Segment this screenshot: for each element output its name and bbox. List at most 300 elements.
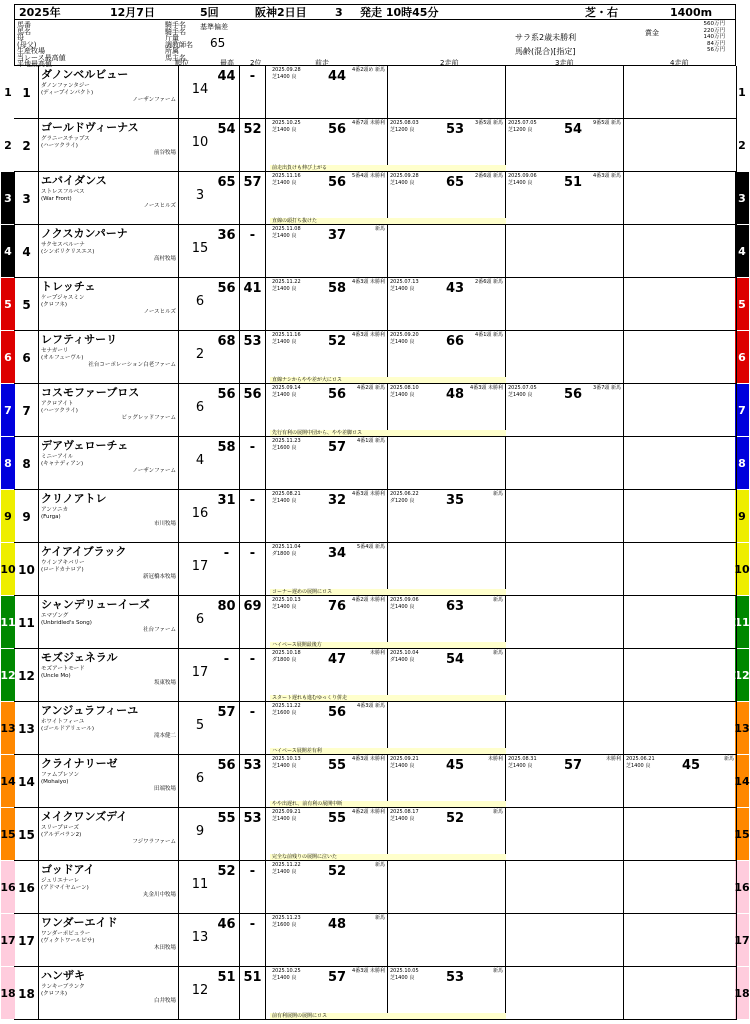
race-cell[interactable] bbox=[624, 914, 737, 967]
dam-sire: (Uncle Mo) bbox=[41, 673, 71, 679]
course-type: 芝・右 bbox=[585, 6, 618, 19]
horse-row bbox=[4, 437, 746, 490]
race-cell[interactable] bbox=[388, 914, 506, 967]
index-best bbox=[214, 490, 240, 543]
gate-left: 1 bbox=[1, 66, 15, 118]
race-index: 56 bbox=[328, 122, 347, 137]
race-index: 53 bbox=[446, 122, 465, 137]
index-second-value: 41 bbox=[243, 281, 262, 296]
info-left-labels bbox=[17, 22, 66, 68]
race-index: 76 bbox=[328, 599, 347, 614]
race-cond: 芝1400 良 bbox=[272, 338, 297, 345]
gate-right: 15 bbox=[735, 808, 749, 860]
race-cond: 芝1400 良 bbox=[272, 868, 297, 875]
race-cell[interactable] bbox=[624, 437, 737, 490]
race-cell[interactable] bbox=[506, 808, 624, 861]
race-memo: 先行有利の展開中団から、やや差脚ロス bbox=[270, 430, 506, 436]
race-index: 66 bbox=[446, 334, 465, 349]
race-index: 43 bbox=[446, 281, 465, 296]
gate-right: 13 bbox=[735, 702, 749, 754]
farm-name: 市川牧場 bbox=[153, 521, 176, 527]
rank-number: 5 bbox=[195, 718, 205, 733]
gate-right: 7 bbox=[735, 384, 749, 436]
col-a-label: 基準偏差 bbox=[200, 23, 228, 31]
race-cell[interactable] bbox=[506, 225, 624, 278]
horse-info[interactable] bbox=[39, 66, 179, 119]
index-best bbox=[214, 119, 240, 172]
gate-right: 2 bbox=[735, 119, 749, 171]
race-cell[interactable] bbox=[506, 755, 624, 808]
info-mid-label: 馬主名 bbox=[165, 53, 186, 62]
race-note: 2番6頭 新馬 bbox=[475, 279, 503, 285]
index-second bbox=[240, 278, 266, 331]
index-second-value: 51 bbox=[243, 970, 262, 985]
race-cell[interactable] bbox=[506, 649, 624, 702]
race-note: 5番4頭 未勝利 bbox=[352, 173, 385, 179]
race-cell[interactable] bbox=[270, 861, 388, 914]
gate-left: 3 bbox=[1, 172, 15, 224]
race-cell[interactable] bbox=[624, 967, 737, 1020]
race-note: 新馬 bbox=[374, 862, 385, 868]
race-cond: 芝1400 良 bbox=[272, 126, 297, 133]
race-index: 57 bbox=[564, 758, 583, 773]
index-second-value: - bbox=[249, 228, 256, 243]
race-cell[interactable] bbox=[624, 755, 737, 808]
horse-name[interactable]: レフティサーリ bbox=[41, 333, 118, 346]
farm-name: 白井牧場 bbox=[153, 998, 176, 1004]
horse-number: 2 bbox=[15, 119, 39, 172]
race-cell[interactable] bbox=[506, 596, 624, 649]
horse-row bbox=[0, 914, 750, 967]
race-note: 4番2頭 未勝利 bbox=[352, 809, 385, 815]
col-d-label: 最高 bbox=[220, 59, 234, 67]
dam-sire: (Mohaiyo) bbox=[41, 779, 69, 785]
race-cell[interactable] bbox=[624, 596, 737, 649]
horse-name[interactable]: ノクスカンパーナ bbox=[41, 227, 128, 240]
race-cell[interactable] bbox=[506, 437, 624, 490]
race-cell[interactable] bbox=[624, 702, 737, 755]
race-date: 2025.11.23 bbox=[272, 915, 301, 921]
rank-number: 2 bbox=[195, 347, 205, 362]
index-best bbox=[214, 967, 240, 1020]
index-best-value: 52 bbox=[217, 864, 236, 879]
horse-name[interactable]: コスモファーブロス bbox=[41, 386, 140, 399]
race-cell[interactable] bbox=[270, 437, 388, 490]
race-cell[interactable] bbox=[624, 331, 737, 384]
race-note: 未勝利 bbox=[605, 756, 621, 762]
race-date: 2025.11.16 bbox=[272, 173, 301, 179]
race-date: 2025.06.21 bbox=[626, 756, 655, 762]
horse-name[interactable]: ハンザキ bbox=[41, 969, 85, 982]
index-second-value: 53 bbox=[243, 758, 262, 773]
race-memo: 直線ナシからやや差が大にロス bbox=[270, 377, 506, 383]
race-index: 58 bbox=[328, 281, 347, 296]
race-index: 48 bbox=[446, 387, 465, 402]
race-index: 37 bbox=[328, 228, 347, 243]
race-cell[interactable] bbox=[388, 278, 506, 331]
race-note: 2番6頭 新馬 bbox=[475, 173, 503, 179]
dam-sire: (ハーツクライ) bbox=[41, 143, 78, 149]
dam-name: ウインアキバリー bbox=[41, 560, 85, 566]
horse-name[interactable]: アンジュラフィーユ bbox=[41, 704, 139, 717]
race-note: 新馬 bbox=[492, 968, 503, 974]
race-index: 57 bbox=[328, 970, 347, 985]
index-second-value: - bbox=[249, 69, 256, 84]
race-date: 2025.11.04 bbox=[272, 544, 301, 550]
horse-info[interactable] bbox=[39, 967, 179, 1020]
race-cond: 芝1400 良 bbox=[390, 391, 415, 398]
horse-info[interactable] bbox=[39, 543, 179, 596]
race-date: 2025.07.05 bbox=[508, 385, 537, 391]
race-cond: ダ1200 良 bbox=[390, 497, 415, 504]
race-date: 2025.09.06 bbox=[390, 597, 419, 603]
horse-number: 13 bbox=[15, 702, 39, 755]
dam-name: サクセスベルーナ bbox=[41, 242, 85, 248]
race-cell[interactable] bbox=[624, 278, 737, 331]
race-date: 2025.11.22 bbox=[272, 279, 301, 285]
farm-name: ノーザンファーム bbox=[132, 97, 176, 103]
race-col-1: 前走 bbox=[315, 59, 329, 67]
dam-sire: (Unbridled's Song) bbox=[41, 620, 92, 626]
race-cell[interactable] bbox=[506, 119, 624, 172]
index-best bbox=[214, 384, 240, 437]
horse-info[interactable] bbox=[39, 331, 179, 384]
horse-name[interactable]: クライナリーゼ bbox=[41, 757, 118, 770]
race-memo: 前走出負けも伸び上がる bbox=[270, 165, 506, 171]
race-cell[interactable] bbox=[388, 490, 506, 543]
race-note: 新馬 bbox=[723, 756, 734, 762]
race-date: 2025.09.20 bbox=[390, 332, 419, 338]
horse-info[interactable] bbox=[39, 490, 179, 543]
index-best bbox=[214, 702, 240, 755]
dam-name: グラニースチップス bbox=[41, 136, 90, 142]
info-mid-label: 調教師名 bbox=[165, 40, 193, 49]
horse-number: 3 bbox=[15, 172, 39, 225]
race-cell[interactable] bbox=[506, 490, 624, 543]
horse-row bbox=[4, 225, 746, 278]
info-mid-label: 所属 bbox=[165, 47, 179, 55]
race-cell[interactable] bbox=[270, 490, 388, 543]
race-date: 2025.10.04 bbox=[390, 650, 419, 656]
race-note: 5番4頭 新馬 bbox=[357, 544, 385, 550]
race-index: 54 bbox=[564, 122, 583, 137]
race-cell[interactable] bbox=[624, 808, 737, 861]
dam-sire: (ハーツクライ) bbox=[41, 408, 78, 414]
race-cell[interactable] bbox=[624, 384, 737, 437]
race-cell[interactable] bbox=[624, 66, 737, 119]
race-cell[interactable] bbox=[624, 490, 737, 543]
race-memo: スタート遅れも進むゆっくり併走 bbox=[270, 695, 506, 701]
race-index: 32 bbox=[328, 493, 347, 508]
prize-label: 賞金 bbox=[645, 29, 659, 37]
gate-right: 4 bbox=[735, 225, 749, 277]
horse-info[interactable] bbox=[39, 384, 179, 437]
index-best-value: 56 bbox=[217, 281, 236, 296]
index-best bbox=[214, 437, 240, 490]
race-note: 4番2頭め 新馬 bbox=[352, 67, 385, 73]
horse-number: 12 bbox=[15, 649, 39, 702]
rank-number: 12 bbox=[191, 983, 209, 998]
index-second bbox=[240, 384, 266, 437]
farm-name: 坂東牧場 bbox=[153, 680, 176, 686]
race-cell[interactable] bbox=[506, 861, 624, 914]
race-cond: 芝1600 良 bbox=[272, 921, 297, 928]
gate-left: 5 bbox=[1, 278, 15, 330]
rank-number: 4 bbox=[195, 453, 205, 468]
horse-row bbox=[0, 596, 750, 649]
race-cond: 芝1400 良 bbox=[508, 391, 533, 398]
race-date: 2025.11.22 bbox=[272, 862, 301, 868]
race-index: 45 bbox=[446, 758, 465, 773]
rank-number: 17 bbox=[191, 559, 209, 574]
index-second bbox=[240, 331, 266, 384]
index-second bbox=[240, 861, 266, 914]
horse-info[interactable] bbox=[39, 755, 179, 808]
index-second-value: - bbox=[249, 440, 256, 455]
race-cell[interactable] bbox=[624, 649, 737, 702]
race-cell[interactable] bbox=[624, 861, 737, 914]
dam-sire: (ヴィクトワールピサ) bbox=[41, 938, 95, 944]
race-cond: 芝1400 良 bbox=[272, 603, 297, 610]
horse-number: 10 bbox=[15, 543, 39, 596]
gate-right: 9 bbox=[735, 490, 749, 542]
horse-row bbox=[4, 66, 746, 119]
race-cell[interactable] bbox=[388, 437, 506, 490]
rank-number: 9 bbox=[195, 824, 205, 839]
farm-name: ノースヒルズ bbox=[143, 203, 176, 209]
race-cell[interactable] bbox=[388, 66, 506, 119]
prize-amount: 560万円 bbox=[703, 21, 725, 27]
dam-name: ホワイトフィーユ bbox=[41, 719, 85, 725]
gate-left: 10 bbox=[1, 543, 15, 595]
race-cond: 芝1400 良 bbox=[508, 179, 533, 186]
horse-info[interactable] bbox=[39, 702, 179, 755]
horse-name[interactable]: メイクワンズデイ bbox=[41, 810, 128, 823]
index-best-value: 56 bbox=[217, 387, 236, 402]
index-best-value: 44 bbox=[217, 69, 236, 84]
race-memo: やや出遅れ、前有利の展開中断 bbox=[270, 801, 506, 807]
index-second bbox=[240, 490, 266, 543]
index-best bbox=[214, 278, 240, 331]
race-cell[interactable] bbox=[624, 225, 737, 278]
farm-name: ビッグレッドファーム bbox=[121, 415, 176, 421]
race-index: 52 bbox=[328, 864, 347, 879]
info-mid-label: 斤量 bbox=[165, 34, 179, 42]
horse-number: 18 bbox=[15, 967, 39, 1020]
index-best bbox=[214, 66, 240, 119]
horse-row bbox=[4, 490, 746, 543]
horse-info[interactable] bbox=[39, 596, 179, 649]
race-index: 56 bbox=[328, 705, 347, 720]
race-date: 2025.06.22 bbox=[390, 491, 419, 497]
rank-number: 15 bbox=[191, 241, 209, 256]
race-date: 2025.11.16 bbox=[272, 332, 301, 338]
horse-row bbox=[4, 278, 746, 331]
horse-name[interactable]: ダノンベルビュー bbox=[41, 68, 129, 81]
race-note: 4番3頭 未勝利 bbox=[352, 968, 385, 974]
index-second-value: 53 bbox=[243, 334, 262, 349]
horse-info[interactable] bbox=[39, 914, 179, 967]
horse-info[interactable] bbox=[39, 437, 179, 490]
dam-sire: (War Front) bbox=[41, 196, 72, 202]
race-cond: 芝1400 良 bbox=[390, 603, 415, 610]
horse-name[interactable]: ゴールドヴィーナス bbox=[41, 121, 139, 134]
horse-name[interactable]: エバイダンス bbox=[41, 174, 107, 187]
gate-left: 9 bbox=[1, 490, 15, 542]
index-second-value: - bbox=[249, 546, 256, 561]
race-cell[interactable] bbox=[506, 384, 624, 437]
index-best bbox=[214, 649, 240, 702]
race-cond: 芝1600 良 bbox=[272, 444, 297, 451]
race-cell[interactable] bbox=[270, 278, 388, 331]
horse-info[interactable] bbox=[39, 225, 179, 278]
horse-info[interactable] bbox=[39, 861, 179, 914]
race-date: 2025.10.25 bbox=[272, 968, 301, 974]
race-cond: ダ1800 良 bbox=[272, 656, 297, 663]
race-cell[interactable] bbox=[624, 543, 737, 596]
race-date: 2025.09.06 bbox=[508, 173, 537, 179]
race-note: 4番7頭 未勝利 bbox=[352, 120, 385, 126]
index-second-value: - bbox=[249, 705, 256, 720]
index-second-value: 56 bbox=[243, 387, 262, 402]
race-cell[interactable] bbox=[506, 278, 624, 331]
race-date: 2025.10.05 bbox=[390, 968, 419, 974]
race-cell[interactable] bbox=[270, 225, 388, 278]
race-date: 2025.11.08 bbox=[272, 226, 301, 232]
race-cell[interactable] bbox=[388, 861, 506, 914]
race-cell[interactable] bbox=[506, 914, 624, 967]
horse-info[interactable] bbox=[39, 172, 179, 225]
race-date: 2025.08.03 bbox=[390, 120, 419, 126]
race-date: 2025.10.13 bbox=[272, 597, 301, 603]
race-memo: 前有利展開の展開にロス bbox=[270, 1013, 506, 1019]
race-cond: 芝1400 良 bbox=[390, 179, 415, 186]
gate-right: 8 bbox=[735, 437, 749, 489]
info-left-label: 馬名 bbox=[17, 27, 31, 36]
dam-name: ストレスフルベス bbox=[41, 189, 85, 195]
race-year: 2025年 bbox=[19, 6, 61, 19]
gate-left: 15 bbox=[1, 808, 15, 860]
gate-right: 16 bbox=[735, 861, 749, 913]
rank-number: 17 bbox=[191, 665, 209, 680]
race-cond: ダ1400 良 bbox=[390, 656, 415, 663]
horse-name[interactable]: シャンデリューイーズ bbox=[41, 598, 150, 611]
dam-sire: (クロフネ) bbox=[41, 991, 68, 997]
horse-info[interactable] bbox=[39, 808, 179, 861]
gate-right: 6 bbox=[735, 331, 749, 383]
farm-name: 田端牧場 bbox=[153, 786, 176, 792]
race-cell[interactable] bbox=[506, 66, 624, 119]
horse-info[interactable] bbox=[39, 119, 179, 172]
horse-name[interactable]: デアヴェローチェ bbox=[41, 439, 129, 452]
race-cond: 芝1400 良 bbox=[508, 762, 533, 769]
race-cell[interactable] bbox=[624, 119, 737, 172]
rank-number: 10 bbox=[191, 135, 209, 150]
race-cell[interactable] bbox=[270, 66, 388, 119]
race-cell[interactable] bbox=[624, 172, 737, 225]
horse-name[interactable]: ゴッドアイ bbox=[41, 863, 95, 876]
horse-info[interactable] bbox=[39, 278, 179, 331]
horse-name[interactable]: トレッチェ bbox=[41, 280, 96, 293]
race-note: 4番3頭 未勝利 bbox=[352, 491, 385, 497]
race-index: 54 bbox=[446, 652, 465, 667]
race-header bbox=[14, 4, 736, 20]
index-best-value: - bbox=[223, 546, 230, 561]
race-cell[interactable] bbox=[506, 702, 624, 755]
race-cond: ダ1800 良 bbox=[272, 550, 297, 557]
race-cell[interactable] bbox=[388, 225, 506, 278]
index-best bbox=[214, 225, 240, 278]
farm-name: 社台ファーム bbox=[143, 627, 176, 633]
gate-left: 17 bbox=[1, 914, 15, 966]
horse-name[interactable]: ケイアイブラック bbox=[41, 545, 127, 558]
race-cell[interactable] bbox=[506, 543, 624, 596]
dam-sire: (シンボリクリスエス) bbox=[41, 249, 95, 255]
gate-right: 14 bbox=[735, 755, 749, 807]
farm-name: 社台コーポレーション白老ファーム bbox=[88, 362, 176, 368]
horse-table bbox=[0, 66, 750, 1020]
horse-info[interactable] bbox=[39, 649, 179, 702]
index-second bbox=[240, 702, 266, 755]
gate-left: 11 bbox=[1, 596, 15, 648]
dam-name: ミニーアイル bbox=[41, 454, 74, 460]
index-best-value: 68 bbox=[217, 334, 236, 349]
race-date: 2025.10.25 bbox=[272, 120, 301, 126]
farm-name: ノースヒルズ bbox=[143, 309, 176, 315]
rank-number: 6 bbox=[195, 771, 205, 786]
gate-right: 11 bbox=[735, 596, 749, 648]
race-cell[interactable] bbox=[506, 967, 624, 1020]
farm-name: ノーザンファーム bbox=[132, 468, 176, 474]
rank-number: 6 bbox=[195, 612, 205, 627]
race-cell[interactable] bbox=[506, 331, 624, 384]
race-cond: 芝1400 良 bbox=[272, 285, 297, 292]
horse-name[interactable]: ワンダーエイド bbox=[41, 916, 118, 929]
horse-number: 16 bbox=[15, 861, 39, 914]
gate-left: 2 bbox=[1, 119, 15, 171]
index-second-value: - bbox=[249, 652, 256, 667]
race-class: サラ系2歳未勝利 bbox=[515, 33, 577, 42]
dam-name: アンソニカ bbox=[41, 507, 69, 513]
gate-right: 12 bbox=[735, 649, 749, 701]
race-date: 2025.10.13 bbox=[272, 756, 301, 762]
race-note: 4番3頭 未勝利 bbox=[470, 385, 503, 391]
info-mid-labels bbox=[165, 22, 193, 61]
index-best-value: 65 bbox=[217, 175, 236, 190]
race-index: 52 bbox=[446, 811, 465, 826]
race-cond: 芝1400 良 bbox=[272, 497, 297, 504]
race-note: 4番3頭 未勝利 bbox=[352, 332, 385, 338]
horse-name[interactable]: クリノアトレ bbox=[41, 492, 107, 505]
race-cell[interactable] bbox=[270, 914, 388, 967]
horse-row bbox=[0, 702, 750, 755]
dam-name: ジュリエナーレ bbox=[41, 878, 80, 884]
race-cell[interactable] bbox=[506, 172, 624, 225]
index-best-value: 36 bbox=[217, 228, 236, 243]
race-note: 新馬 bbox=[492, 809, 503, 815]
index-best bbox=[214, 808, 240, 861]
farm-name: 新冠橋本牧場 bbox=[142, 574, 176, 580]
index-best-value: 31 bbox=[217, 493, 236, 508]
index-second bbox=[240, 437, 266, 490]
dam-sire: (ゴールドアリュール) bbox=[41, 726, 95, 732]
gate-left: 13 bbox=[1, 702, 15, 754]
race-cond: 芝1400 良 bbox=[272, 391, 297, 398]
race-cond: 芝1400 良 bbox=[390, 338, 415, 345]
index-second-value: 57 bbox=[243, 175, 262, 190]
index-best bbox=[214, 331, 240, 384]
horse-name[interactable]: モズジェネラル bbox=[41, 651, 118, 664]
